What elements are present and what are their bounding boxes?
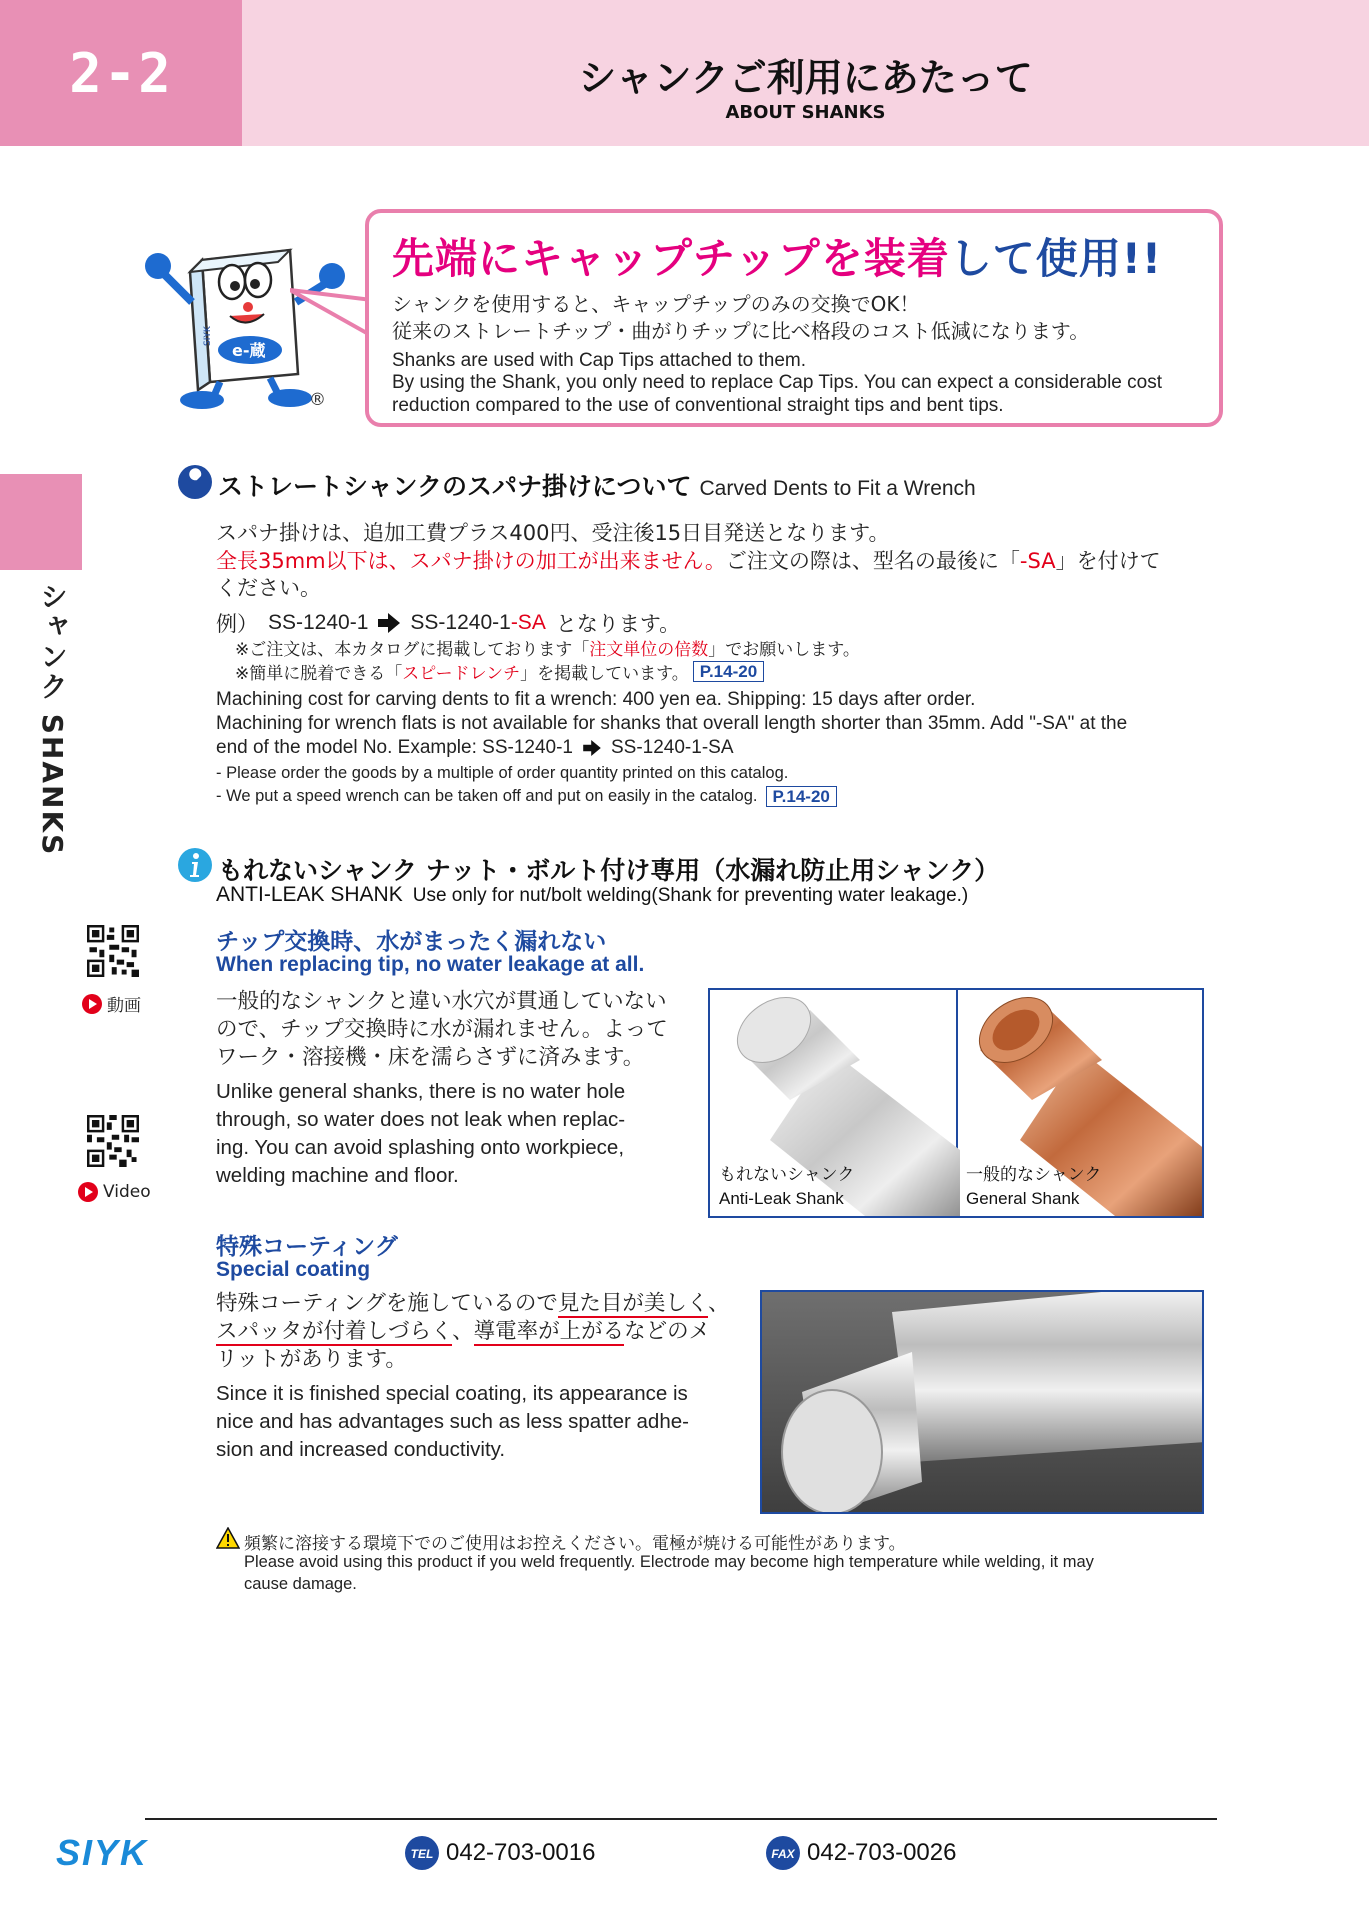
en-part: - We put a speed wrench can be taken off and put on easily in the catalog. [216, 787, 758, 805]
note-red: スピードレンチ [402, 664, 521, 684]
example-from: SS-1240-1 [268, 611, 369, 634]
en-part: SS-1240-1-SA [610, 737, 734, 758]
arrow-right-icon [378, 613, 400, 633]
note-part: 」でお願いします。 [708, 640, 860, 660]
side-tab-label: シャンク SHANKS [36, 582, 69, 857]
wrench-en-line [216, 737, 734, 759]
warning-jp: 頻繁に溶接する環境下でのご使用はお控えください。電極が焼ける可能性があります。 [244, 1534, 906, 1554]
wrench-en-line: Machining for wrench flats is not available for shanks that overall length shorter than 35mm. Add "-SA" at the [216, 713, 1128, 734]
warning-en: cause damage. [244, 1575, 357, 1593]
wrench-line: ください。 [216, 576, 321, 600]
note-red: 注文単位の倍数 [589, 640, 709, 660]
section-number: 2-2 [0, 0, 242, 146]
wrench-line-part: 」を付けて [1055, 549, 1161, 573]
footer-divider [145, 1818, 1217, 1820]
antileak-en-text [216, 1078, 625, 1190]
wrench-line [216, 545, 1161, 575]
text-part: などのメ [624, 1319, 711, 1344]
side-tab [0, 474, 82, 570]
text-line: Unlike general shanks, there is no water hole [216, 1080, 626, 1103]
arrow-right-icon [583, 740, 601, 756]
coating-image [762, 1292, 1204, 1514]
antileak-name-en: ANTI-LEAK SHANK [216, 883, 403, 906]
page-subtitle: ABOUT SHANKS [725, 102, 886, 123]
video-label: 動画 [107, 996, 141, 1016]
text-line: リットがあります。 [216, 1347, 407, 1372]
photo-caption-right [966, 1164, 1101, 1210]
mascot-brand: e-蔵 [232, 341, 266, 360]
caption-jp: 一般的なシャンク [966, 1165, 1102, 1185]
page-title: シャンクご利用にあたって [578, 56, 1033, 100]
text-line: ワーク・溶接機・床を濡らさずに済みます。 [216, 1045, 645, 1070]
wrench-note [235, 635, 860, 660]
video-label: Video [103, 1182, 151, 1202]
intro-en-line: By using the Shank, you only need to replace Cap Tips. You can expect a considerable cost [392, 372, 1163, 393]
text-part: 、 [452, 1319, 474, 1344]
example-to: SS-1240-1 [410, 611, 511, 634]
fax-icon [765, 1835, 801, 1871]
tel-label: TEL [410, 1847, 434, 1861]
warning-en: Please avoid using this product if you weld frequently. Electrode may become high temperature while welding, it may [244, 1553, 1094, 1571]
coating-subtitle-en: Special coating [216, 1258, 371, 1281]
qr-code-video-jp[interactable] [87, 925, 139, 977]
intro-jp-line: 従来のストレートチップ・曲がりチップに比べ格段のコスト低減になります。 [392, 319, 1090, 343]
wrench-en-note [216, 786, 837, 807]
page-ref-link[interactable]: P.14-20 [693, 661, 764, 682]
coating-subtitle-jp: 特殊コーティング [216, 1234, 398, 1260]
underlined-text: 導電率が上がる [473, 1319, 625, 1344]
text-line: nice and has advantages such as less spatter adhe- [216, 1410, 689, 1433]
warning-icon [216, 1527, 240, 1549]
footer-logo: SIYK [56, 1832, 149, 1873]
text-line: ので、チップ交換時に水が漏れません。よって [216, 1017, 668, 1042]
intro-heading-blue: して使用!! [949, 234, 1163, 283]
footer-fax [765, 1835, 956, 1871]
en-part: end of the model No. Example: SS-1240-1 [216, 737, 573, 758]
text-part: 、 [707, 1291, 730, 1316]
mascot-logo: SIYK [203, 326, 213, 346]
registered-mark: ® [309, 390, 326, 410]
text-line: ing. You can avoid splashing onto workpiece, [216, 1136, 625, 1159]
sa-suffix: -SA [1019, 549, 1056, 573]
qr-code-video-en[interactable] [87, 1115, 139, 1167]
wrench-line: スパナ掛けは、追加工費プラス400円、受注後15日目発送となります。 [216, 521, 890, 545]
intro-heading [392, 226, 1162, 286]
note-part: 」を掲載しています。 [520, 664, 689, 684]
fax-number: 042-703-0026 [807, 1839, 957, 1866]
example-sa: -SA [510, 611, 546, 634]
wrench-example [216, 608, 680, 638]
intro-en-line: Shanks are used with Cap Tips attached to them. [392, 350, 807, 371]
page-ref-link[interactable]: P.14-20 [766, 786, 837, 807]
coating-jp-text [216, 1290, 729, 1374]
antileak-subtitle-en: When replacing tip, no water leakage at all. [216, 953, 645, 976]
caption-en: Anti-Leak Shank [719, 1189, 844, 1208]
video-link-jp[interactable] [81, 991, 141, 1016]
text-line: 一般的なシャンクと違い水穴が貫通していない [216, 989, 667, 1014]
antileak-title: もれないシャンク ナット・ボルト付け専用（水漏れ防止用シャンク） [218, 856, 1000, 885]
text-line: sion and increased conductivity. [216, 1438, 506, 1461]
tel-number: 042-703-0016 [446, 1839, 596, 1866]
wrench-title [218, 467, 976, 503]
example-suffix: となります。 [555, 612, 681, 636]
text-line [216, 1290, 729, 1318]
text-line [216, 1318, 729, 1346]
coating-photo [760, 1290, 1204, 1514]
photo-caption-left [719, 1164, 854, 1210]
coating-en-text [216, 1380, 689, 1464]
wrench-title-en: Carved Dents to Fit a Wrench [699, 477, 976, 500]
wrench-title-jp: ストレートシャンクのスパナ掛けについて [218, 472, 692, 501]
intro-en-line: reduction compared to the use of conventional straight tips and bent tips. [392, 395, 1004, 416]
video-link-en[interactable] [77, 1181, 151, 1203]
wrench-en-note: - Please order the goods by a multiple of order quantity printed on this catalog. [216, 764, 789, 782]
antileak-subtitle-jp: チップ交換時、水がまったく漏れない [216, 929, 607, 955]
intro-jp-line: シャンクを使用すると、キャップチップのみの交換でOK！ [392, 292, 920, 316]
antileak-title-en [216, 883, 968, 907]
example-prefix: 例） [216, 612, 258, 636]
play-icon [77, 1181, 99, 1203]
note-part: ※簡単に脱着できる「 [235, 664, 403, 684]
wrench-en-line: Machining cost for carving dents to fit a wrench: 400 yen ea. Shipping: 15 days after order. [216, 689, 976, 710]
wrench-note [235, 659, 764, 684]
caption-en: General Shank [966, 1189, 1080, 1208]
caption-jp: もれないシャンク [719, 1165, 855, 1185]
wrench-line-part: ご注文の際は、型名の最後に「 [725, 549, 1020, 573]
tel-icon [404, 1835, 440, 1871]
underlined-text: 見た目が美しく [557, 1291, 708, 1316]
note-part: ※ご注文は、本カタログに掲載しております「 [235, 640, 590, 660]
info-icon [177, 847, 213, 883]
text-line: Since it is finished special coating, its appearance is [216, 1382, 688, 1405]
underlined-text: スパッタが付着しづらく [216, 1319, 453, 1344]
wrench-warning-red: 全長35mm以下は、スパナ掛けの加工が出来ません。 [216, 549, 726, 573]
footer-tel[interactable] [404, 1835, 595, 1871]
fax-label: FAX [771, 1847, 795, 1861]
wrench-icon [177, 464, 213, 500]
antileak-desc-en: Use only for nut/bolt welding(Shank for preventing water leakage.) [412, 885, 969, 906]
text-line: welding machine and floor. [216, 1164, 459, 1187]
intro-heading-pink: 先端にキャップチップを装着 [392, 234, 950, 283]
play-icon [81, 993, 103, 1015]
text-line: through, so water does not leak when replac- [216, 1108, 626, 1131]
text-part: 特殊コーティングを施しているので [216, 1291, 558, 1316]
antileak-jp-text [216, 988, 668, 1072]
